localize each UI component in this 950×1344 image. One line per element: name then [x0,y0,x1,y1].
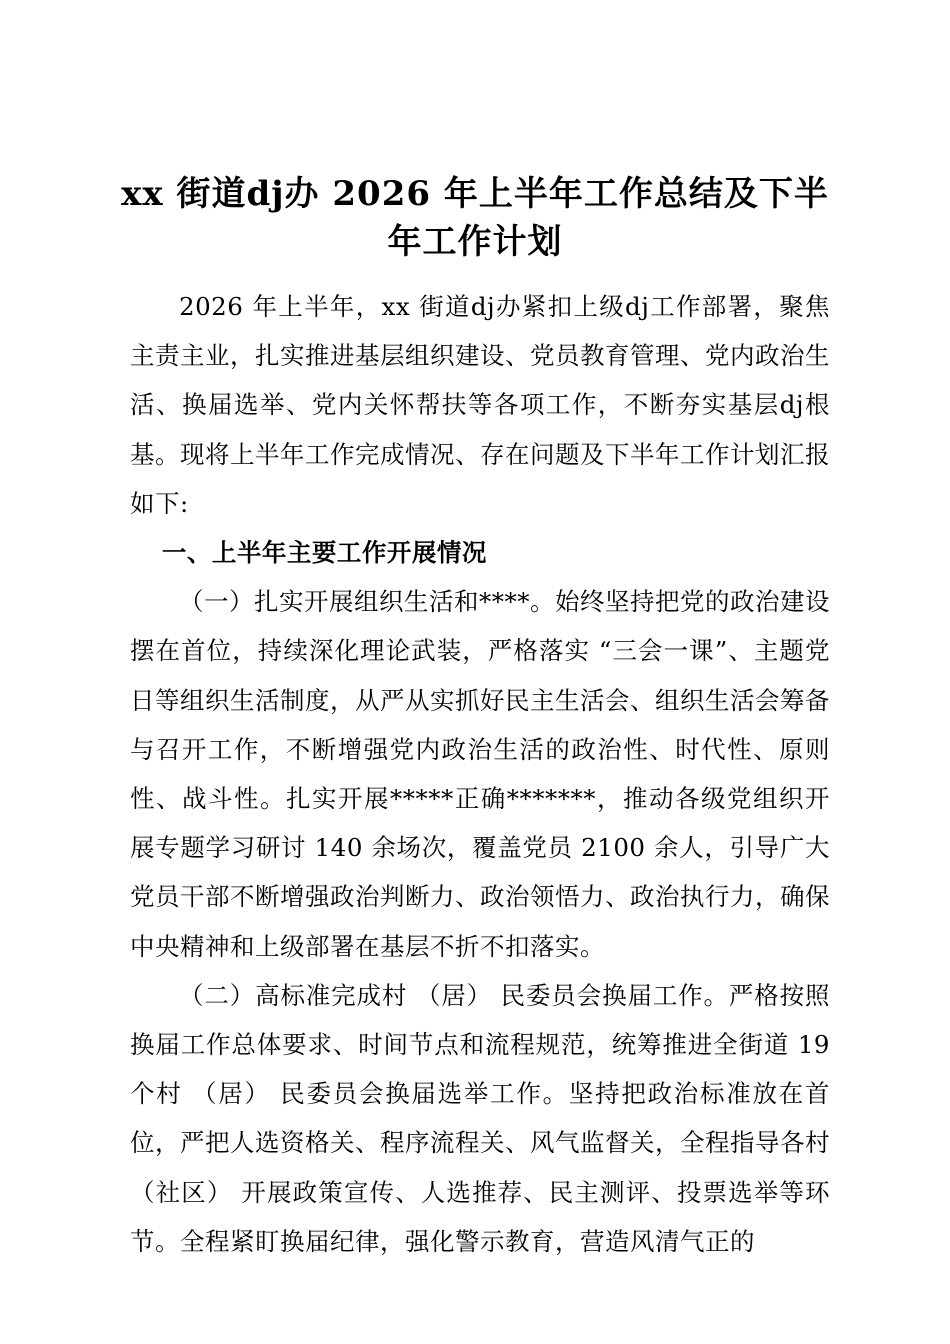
document-body [130,282,830,1266]
document-title: xx 街道dj办 2026 年上半年工作总结及下半年工作计划 [121,174,829,262]
intro-paragraph: 2026 年上半年，xx 街道dj办紧扣上级dj工作部署，聚焦主责主业，扎实推进基层组织建设、党员教育管理、党内政治生活、换届选举、党内关怀帮扶等各项工作，不断夯实基层dj根基。现将上半年工作完成情况、存在问题及下半年工作计划汇报如下: [130,292,830,518]
item-paragraph-1: （一）扎实开展组织生活和****。始终坚持把党的政治建设摆在首位，持续深化理论武装，严格落实 “三会一课”、主题党日等组织生活制度，从严从实抓好民主生活会、组织生活会筹备与召开工作，不断增强党内政治生活的政治性、时代性、原则性、战斗性。扎实开展*****正确*******，推动各级党组织开展专题学习研讨 140 余场次，覆盖党员 2100 余人，引导广大党员干部不断增强政治判断力、政治领悟力、政治执行力，确保中央精神和上级部署在基层不折不扣落实。 [130,587,830,961]
section-heading-1: 一、上半年主要工作开展情况 [161,538,487,568]
item-paragraph-2: （二）高标准完成村 （居） 民委员会换届工作。严格按照换届工作总体要求、时间节点和流程规范，统筹推进全街道 19个村 （居） 民委员会换届选举工作。坚持把政治标准放在首位，严把人选资格关、程序流程关、风气监督关，全程指导各村 （社区） 开展政策宣传、人选推荐、民主测评、投票选举等环节。全程紧盯换届纪律，强化警示教育，营造风清气正的 [130,980,830,1256]
